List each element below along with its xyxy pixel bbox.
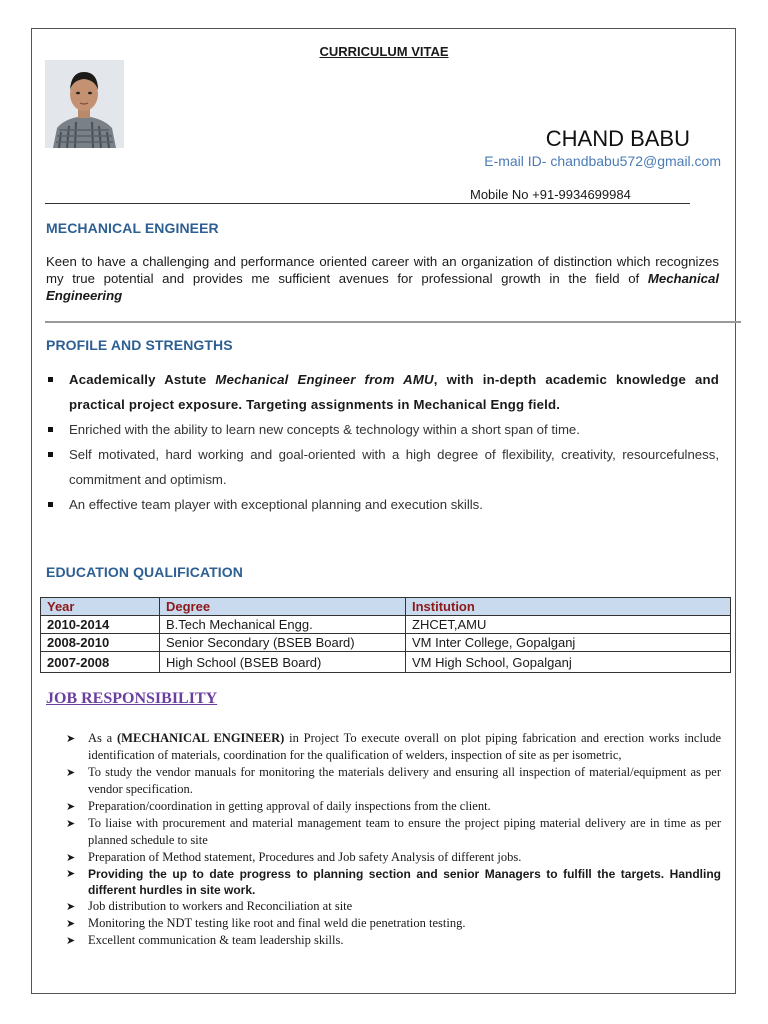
arrow-bullet-icon: ➤ <box>66 766 76 779</box>
objective-divider <box>45 321 741 323</box>
list-item: Academically Astute Mechanical Engineer from AMU, with in-depth academic knowledge and practical project exposure. Targeting assignments in Mechanical Engg field. <box>46 367 719 417</box>
list-item: ➤ Preparation of Method statement, Procedures and Job safety Analysis of different jobs. <box>66 850 522 864</box>
list-item: ➤ Preparation/coordination in getting approval of daily inspections from the client. <box>66 799 491 813</box>
table-row <box>41 652 731 673</box>
list-item: ➤ To liaise with procurement and material management team to ensure the project piping material delivery are in time as per planned schedule to site <box>66 816 721 847</box>
column-header: Institution <box>406 598 731 616</box>
job-heading: JOB RESPONSIBILITY <box>46 690 218 707</box>
table-cell: VM Inter College, Gopalganj <box>406 634 731 652</box>
table-row <box>41 616 731 634</box>
arrow-bullet-icon: ➤ <box>66 817 76 830</box>
table-cell: 2010-2014 <box>41 616 160 634</box>
list-item: ➤ To study the vendor manuals for monitoring the materials delivery and ensuring all inspection of material/equipment as per vendor specification. <box>66 765 721 796</box>
arrow-bullet-icon: ➤ <box>66 732 76 745</box>
bullet-square-icon <box>48 427 53 432</box>
header-divider <box>45 203 690 204</box>
education-heading: EDUCATION QUALIFICATION <box>46 564 243 580</box>
objective-text: Keen to have a challenging and performance oriented career with an organization of distinction which recognizes my true potential and provides me sufficient avenues for professional growth in the field of Mechanical Engineering <box>46 254 719 303</box>
arrow-bullet-icon: ➤ <box>66 917 76 930</box>
list-item: ➤ Providing the up to date progress to planning section and senior Managers to fulfill the targets. Handling different hurdles in site work. <box>66 867 721 897</box>
list-item: An effective team player with exceptional planning and execution skills. <box>46 492 719 517</box>
table-row <box>41 634 731 652</box>
document-title: CURRICULUM VITAE <box>319 44 449 59</box>
objective-heading: MECHANICAL ENGINEER <box>46 220 219 236</box>
mobile-number: Mobile No +91-9934699984 <box>470 187 631 202</box>
bullet-square-icon <box>48 502 53 507</box>
table-cell: VM High School, Gopalganj <box>406 652 731 673</box>
column-header: Year <box>41 598 160 616</box>
arrow-bullet-icon: ➤ <box>66 900 76 913</box>
list-item: ➤ Monitoring the NDT testing like root and final weld die penetration testing. <box>66 916 466 930</box>
profile-photo <box>45 60 124 148</box>
education-table <box>40 597 731 673</box>
profile-heading: PROFILE AND STRENGTHS <box>46 337 233 353</box>
arrow-bullet-icon: ➤ <box>66 800 76 813</box>
list-item: Self motivated, hard working and goal-oriented with a high degree of flexibility, creativity, resourcefulness, commitment and optimism. <box>46 442 719 492</box>
table-cell: ZHCET,AMU <box>406 616 731 634</box>
strengths-list <box>46 367 719 517</box>
table-header-row <box>41 598 731 616</box>
list-item: ➤ Excellent communication & team leadership skills. <box>66 933 344 947</box>
table-cell: 2007-2008 <box>41 652 160 673</box>
arrow-bullet-icon: ➤ <box>66 934 76 947</box>
list-item: Enriched with the ability to learn new concepts & technology within a short span of time. <box>46 417 719 442</box>
candidate-name: CHAND BABU <box>545 126 690 151</box>
table-cell: B.Tech Mechanical Engg. <box>160 616 406 634</box>
list-item: ➤ As a (MECHANICAL ENGINEER) in Project To execute overall on plot piping fabrication and erection works include identification of materials, coordination for the qualification of welders, inspection of site as per isometric, <box>66 731 721 762</box>
arrow-bullet-icon: ➤ <box>66 851 76 864</box>
email-address: E-mail ID- chandbabu572@gmail.com <box>484 153 721 169</box>
job-list <box>66 730 721 949</box>
table-cell: Senior Secondary (BSEB Board) <box>160 634 406 652</box>
list-item: ➤ Job distribution to workers and Reconciliation at site <box>66 899 353 913</box>
column-header: Degree <box>160 598 406 616</box>
arrow-bullet-icon: ➤ <box>66 867 76 880</box>
bullet-square-icon <box>48 377 53 382</box>
table-cell: 2008-2010 <box>41 634 160 652</box>
bullet-square-icon <box>48 452 53 457</box>
table-cell: High School (BSEB Board) <box>160 652 406 673</box>
